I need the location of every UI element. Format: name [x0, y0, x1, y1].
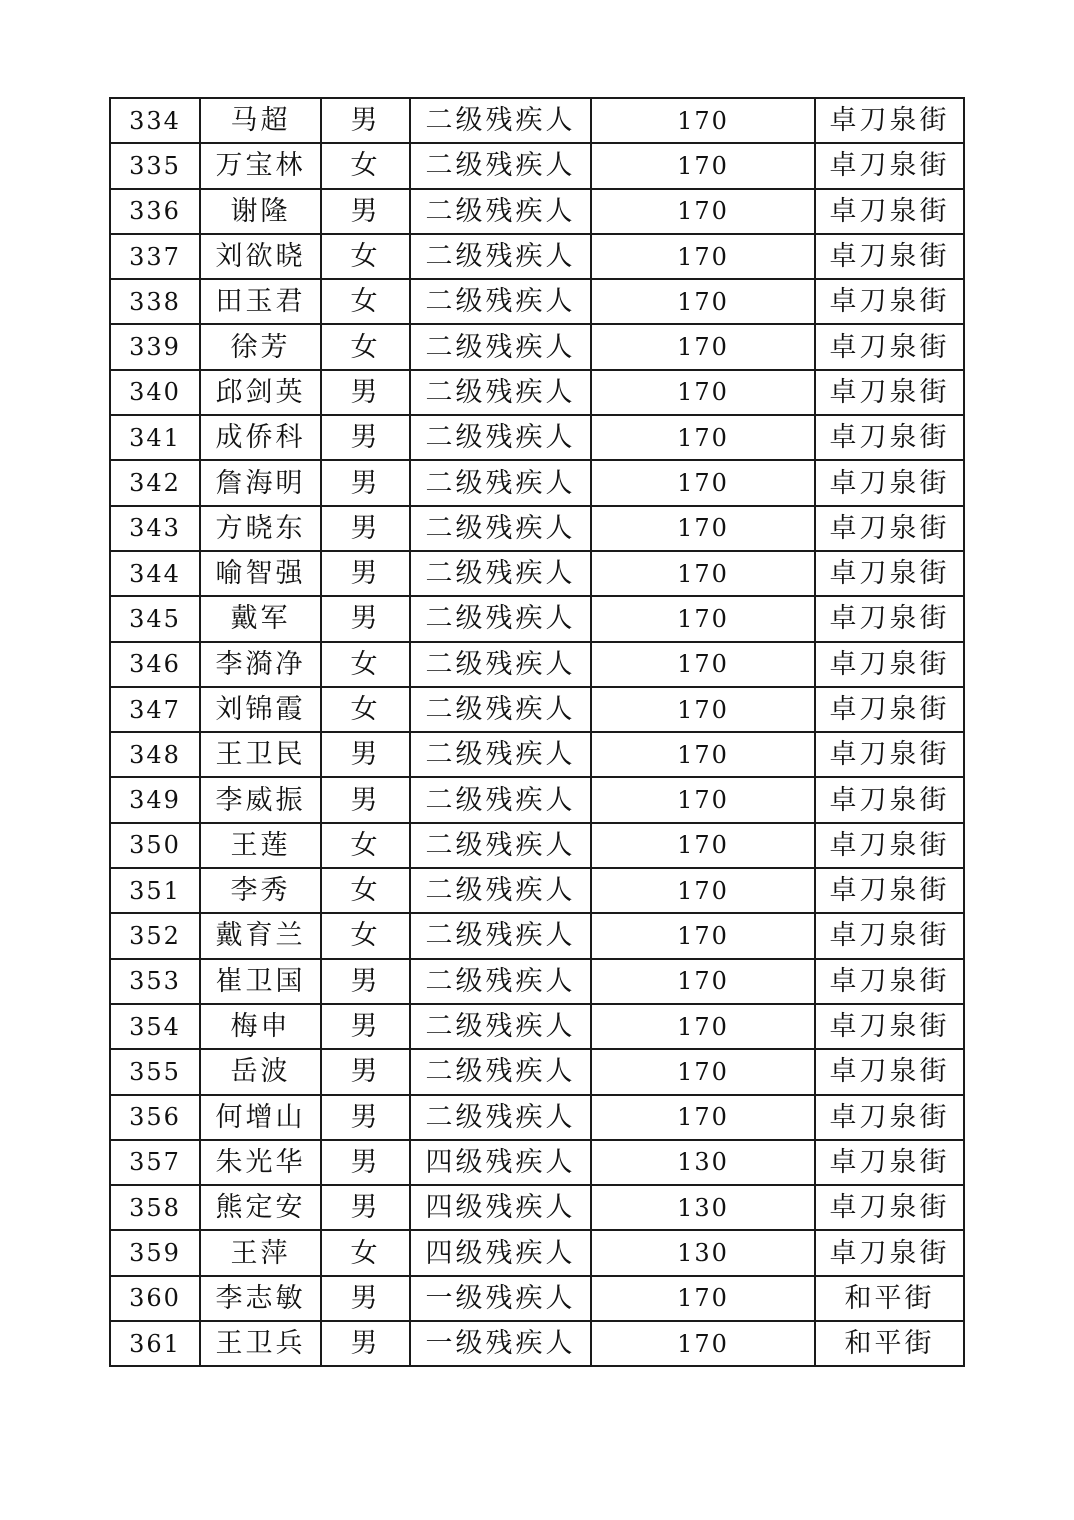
amount-cell: 170 [591, 777, 815, 822]
amount-cell: 170 [591, 324, 815, 369]
amount-cell: 170 [591, 1004, 815, 1049]
person-name-cell: 谢隆 [200, 189, 321, 234]
table-row [110, 279, 964, 324]
disability-level-cell: 一级残疾人 [410, 1276, 591, 1321]
person-name-cell: 崔卫国 [200, 959, 321, 1004]
table-row [110, 1276, 964, 1321]
disability-level-cell: 二级残疾人 [410, 596, 591, 641]
person-name-cell: 王卫兵 [200, 1321, 321, 1366]
gender-cell: 女 [321, 234, 410, 279]
disability-level-cell: 二级残疾人 [410, 913, 591, 958]
person-name-cell: 戴育兰 [200, 913, 321, 958]
disability-level-cell: 二级残疾人 [410, 370, 591, 415]
disability-level-cell: 二级残疾人 [410, 687, 591, 732]
person-name-cell: 戴军 [200, 596, 321, 641]
amount-cell: 170 [591, 98, 815, 143]
gender-cell: 男 [321, 460, 410, 505]
street-cell: 卓刀泉街 [815, 506, 964, 551]
table-row [110, 959, 964, 1004]
street-cell: 卓刀泉街 [815, 596, 964, 641]
gender-cell: 女 [321, 687, 410, 732]
table-row [110, 189, 964, 234]
row-number-cell: 361 [110, 1321, 200, 1366]
table-row [110, 868, 964, 913]
person-name-cell: 何增山 [200, 1095, 321, 1140]
table-row [110, 1004, 964, 1049]
amount-cell: 170 [591, 642, 815, 687]
row-number-cell: 348 [110, 732, 200, 777]
street-cell: 卓刀泉街 [815, 234, 964, 279]
amount-cell: 130 [591, 1185, 815, 1230]
disability-level-cell: 二级残疾人 [410, 642, 591, 687]
table-body [110, 98, 964, 1366]
amount-cell: 170 [591, 551, 815, 596]
disability-level-cell: 四级残疾人 [410, 1230, 591, 1275]
row-number-cell: 335 [110, 143, 200, 188]
amount-cell: 170 [591, 823, 815, 868]
amount-cell: 170 [591, 370, 815, 415]
row-number-cell: 336 [110, 189, 200, 234]
street-cell: 卓刀泉街 [815, 959, 964, 1004]
row-number-cell: 347 [110, 687, 200, 732]
table-row [110, 551, 964, 596]
street-cell: 卓刀泉街 [815, 460, 964, 505]
amount-cell: 170 [591, 596, 815, 641]
amount-cell: 170 [591, 189, 815, 234]
row-number-cell: 342 [110, 460, 200, 505]
disability-level-cell: 二级残疾人 [410, 777, 591, 822]
gender-cell: 男 [321, 98, 410, 143]
table-row [110, 913, 964, 958]
person-name-cell: 李威振 [200, 777, 321, 822]
row-number-cell: 334 [110, 98, 200, 143]
street-cell: 卓刀泉街 [815, 687, 964, 732]
gender-cell: 男 [321, 1095, 410, 1140]
amount-cell: 130 [591, 1230, 815, 1275]
gender-cell: 男 [321, 1185, 410, 1230]
person-name-cell: 詹海明 [200, 460, 321, 505]
disability-level-cell: 四级残疾人 [410, 1185, 591, 1230]
amount-cell: 170 [591, 959, 815, 1004]
table-row [110, 1140, 964, 1185]
table-row [110, 823, 964, 868]
disability-level-cell: 二级残疾人 [410, 460, 591, 505]
gender-cell: 女 [321, 143, 410, 188]
gender-cell: 男 [321, 1276, 410, 1321]
person-name-cell: 岳波 [200, 1049, 321, 1094]
street-cell: 卓刀泉街 [815, 324, 964, 369]
gender-cell: 女 [321, 823, 410, 868]
table-row [110, 596, 964, 641]
row-number-cell: 343 [110, 506, 200, 551]
row-number-cell: 357 [110, 1140, 200, 1185]
disability-level-cell: 二级残疾人 [410, 1004, 591, 1049]
disability-level-cell: 二级残疾人 [410, 959, 591, 1004]
disability-level-cell: 二级残疾人 [410, 823, 591, 868]
row-number-cell: 351 [110, 868, 200, 913]
gender-cell: 男 [321, 1049, 410, 1094]
amount-cell: 170 [591, 1095, 815, 1140]
table-row [110, 732, 964, 777]
amount-cell: 170 [591, 1321, 815, 1366]
amount-cell: 170 [591, 1049, 815, 1094]
gender-cell: 女 [321, 642, 410, 687]
table-row [110, 1230, 964, 1275]
gender-cell: 男 [321, 1004, 410, 1049]
table-row [110, 98, 964, 143]
disability-level-cell: 二级残疾人 [410, 98, 591, 143]
person-name-cell: 邱剑英 [200, 370, 321, 415]
disability-level-cell: 二级残疾人 [410, 279, 591, 324]
row-number-cell: 353 [110, 959, 200, 1004]
gender-cell: 男 [321, 189, 410, 234]
amount-cell: 170 [591, 460, 815, 505]
gender-cell: 男 [321, 506, 410, 551]
street-cell: 卓刀泉街 [815, 777, 964, 822]
street-cell: 和平街 [815, 1321, 964, 1366]
disability-level-cell: 二级残疾人 [410, 415, 591, 460]
person-name-cell: 田玉君 [200, 279, 321, 324]
street-cell: 卓刀泉街 [815, 732, 964, 777]
row-number-cell: 339 [110, 324, 200, 369]
person-name-cell: 王莲 [200, 823, 321, 868]
street-cell: 卓刀泉街 [815, 1049, 964, 1094]
row-number-cell: 354 [110, 1004, 200, 1049]
amount-cell: 170 [591, 732, 815, 777]
person-name-cell: 刘欲晓 [200, 234, 321, 279]
street-cell: 卓刀泉街 [815, 370, 964, 415]
table-row [110, 460, 964, 505]
row-number-cell: 352 [110, 913, 200, 958]
gender-cell: 男 [321, 1321, 410, 1366]
disability-level-cell: 二级残疾人 [410, 868, 591, 913]
amount-cell: 170 [591, 913, 815, 958]
street-cell: 卓刀泉街 [815, 642, 964, 687]
table-row [110, 370, 964, 415]
gender-cell: 男 [321, 596, 410, 641]
row-number-cell: 358 [110, 1185, 200, 1230]
amount-cell: 170 [591, 506, 815, 551]
gender-cell: 女 [321, 1230, 410, 1275]
table-row [110, 687, 964, 732]
amount-cell: 170 [591, 868, 815, 913]
street-cell: 卓刀泉街 [815, 823, 964, 868]
person-name-cell: 梅申 [200, 1004, 321, 1049]
gender-cell: 女 [321, 868, 410, 913]
disability-level-cell: 一级残疾人 [410, 1321, 591, 1366]
row-number-cell: 340 [110, 370, 200, 415]
street-cell: 卓刀泉街 [815, 1185, 964, 1230]
street-cell: 卓刀泉街 [815, 1140, 964, 1185]
table-row [110, 642, 964, 687]
person-name-cell: 马超 [200, 98, 321, 143]
person-name-cell: 李秀 [200, 868, 321, 913]
row-number-cell: 337 [110, 234, 200, 279]
person-name-cell: 王萍 [200, 1230, 321, 1275]
person-name-cell: 李志敏 [200, 1276, 321, 1321]
row-number-cell: 355 [110, 1049, 200, 1094]
row-number-cell: 356 [110, 1095, 200, 1140]
street-cell: 卓刀泉街 [815, 415, 964, 460]
disability-level-cell: 二级残疾人 [410, 324, 591, 369]
row-number-cell: 359 [110, 1230, 200, 1275]
table-row [110, 777, 964, 822]
table-row [110, 1321, 964, 1366]
gender-cell: 男 [321, 415, 410, 460]
table-row [110, 415, 964, 460]
street-cell: 卓刀泉街 [815, 189, 964, 234]
row-number-cell: 350 [110, 823, 200, 868]
person-name-cell: 刘锦霞 [200, 687, 321, 732]
disability-level-cell: 二级残疾人 [410, 1095, 591, 1140]
street-cell: 卓刀泉街 [815, 913, 964, 958]
disability-level-cell: 二级残疾人 [410, 732, 591, 777]
row-number-cell: 338 [110, 279, 200, 324]
person-name-cell: 喻智强 [200, 551, 321, 596]
disability-level-cell: 二级残疾人 [410, 1049, 591, 1094]
disability-level-cell: 二级残疾人 [410, 189, 591, 234]
gender-cell: 男 [321, 732, 410, 777]
disability-subsidy-table [109, 97, 965, 1367]
street-cell: 卓刀泉街 [815, 1230, 964, 1275]
amount-cell: 130 [591, 1140, 815, 1185]
disability-level-cell: 二级残疾人 [410, 234, 591, 279]
amount-cell: 170 [591, 687, 815, 732]
disability-level-cell: 二级残疾人 [410, 506, 591, 551]
amount-cell: 170 [591, 1276, 815, 1321]
table-row [110, 143, 964, 188]
street-cell: 卓刀泉街 [815, 279, 964, 324]
table-row [110, 1049, 964, 1094]
table-row [110, 324, 964, 369]
amount-cell: 170 [591, 415, 815, 460]
table-row [110, 1095, 964, 1140]
person-name-cell: 朱光华 [200, 1140, 321, 1185]
table-row [110, 1185, 964, 1230]
row-number-cell: 341 [110, 415, 200, 460]
person-name-cell: 王卫民 [200, 732, 321, 777]
street-cell: 卓刀泉街 [815, 551, 964, 596]
street-cell: 卓刀泉街 [815, 98, 964, 143]
gender-cell: 女 [321, 913, 410, 958]
amount-cell: 170 [591, 143, 815, 188]
gender-cell: 男 [321, 551, 410, 596]
table-row [110, 506, 964, 551]
person-name-cell: 方晓东 [200, 506, 321, 551]
gender-cell: 男 [321, 777, 410, 822]
street-cell: 卓刀泉街 [815, 143, 964, 188]
row-number-cell: 346 [110, 642, 200, 687]
disability-level-cell: 二级残疾人 [410, 143, 591, 188]
person-name-cell: 徐芳 [200, 324, 321, 369]
street-cell: 和平街 [815, 1276, 964, 1321]
gender-cell: 女 [321, 279, 410, 324]
street-cell: 卓刀泉街 [815, 1095, 964, 1140]
table-row [110, 234, 964, 279]
disability-level-cell: 二级残疾人 [410, 551, 591, 596]
row-number-cell: 360 [110, 1276, 200, 1321]
person-name-cell: 成侨科 [200, 415, 321, 460]
gender-cell: 男 [321, 1140, 410, 1185]
row-number-cell: 345 [110, 596, 200, 641]
gender-cell: 女 [321, 324, 410, 369]
street-cell: 卓刀泉街 [815, 868, 964, 913]
gender-cell: 男 [321, 959, 410, 1004]
street-cell: 卓刀泉街 [815, 1004, 964, 1049]
person-name-cell: 熊定安 [200, 1185, 321, 1230]
gender-cell: 男 [321, 370, 410, 415]
row-number-cell: 344 [110, 551, 200, 596]
amount-cell: 170 [591, 234, 815, 279]
amount-cell: 170 [591, 279, 815, 324]
person-name-cell: 万宝林 [200, 143, 321, 188]
disability-level-cell: 四级残疾人 [410, 1140, 591, 1185]
person-name-cell: 李漪净 [200, 642, 321, 687]
row-number-cell: 349 [110, 777, 200, 822]
